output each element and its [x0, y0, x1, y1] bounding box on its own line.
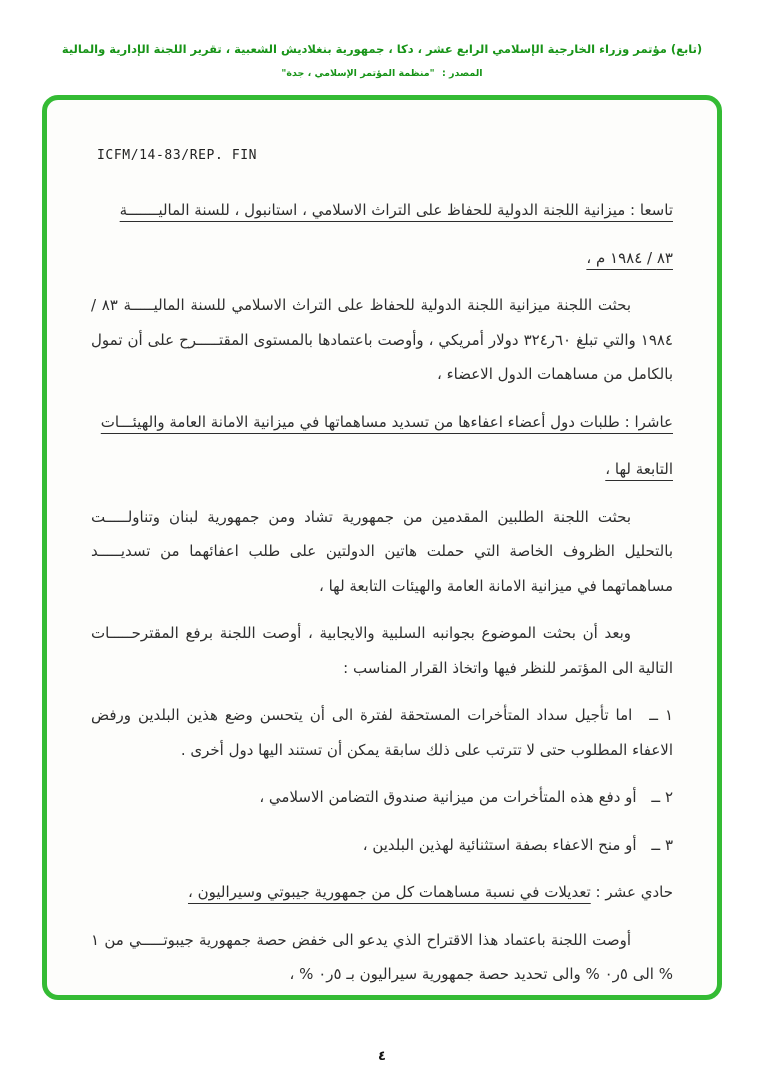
- section-tenth-body-2: وبعد أن بحثت الموضوع بجوانبه السلبية والايجابية ، أوصت اللجنة برفع المقترحـــــات التالية الى المؤتمر للنظر فيها واتخاذ القرار المناسب :: [91, 624, 673, 677]
- section-tenth-heading-line1: عاشرا : طلبات دول أعضاء اعفاءها من تسديد مساهماتها في ميزانية الامانة العامة والهيئـــات: [100, 412, 673, 431]
- header-source-value: "منظمة المؤتمر الإسلامي ، جدة": [281, 68, 435, 79]
- section-eleventh-heading-text: تعديلات في نسبة مساهمات كل من جمهورية جيبوتي وسيراليون ،: [187, 883, 591, 901]
- section-ninth-body: بحثت اللجنة ميزانية اللجنة الدولية للحفاظ على التراث الاسلامي للسنة الماليـــــة ٨٣ / ١٩٨٤ والتي تبلغ ٦٠ر٣٢٤ دولار أمريكي ، وأوصت باعتمادها بالمستوى المقتـــــرح على أن تمول بالكامل من مساهمات الدول الاعضاء ،: [91, 296, 673, 383]
- section-tenth-heading: [91, 405, 673, 440]
- header-source: [0, 68, 764, 79]
- list-item-2-text: أو دفع هذه المتأخرات من ميزانية صندوق التضامن الاسلامي ،: [259, 788, 637, 806]
- list-item-2-number: ٢ ــ: [651, 788, 673, 806]
- section-tenth-heading-line2: التابعة لها ،: [605, 460, 673, 478]
- list-item-3-text: أو منح الاعفاء بصفة استثنائية لهذين البلدين ،: [362, 835, 637, 854]
- header-title: (تابع) مؤتمر وزراء الخارجية الإسلامي الرابع عشر ، دكا ، جمهورية بنغلاديش الشعبية ، تقرير اللجنة الإدارية والمالية: [61, 42, 703, 56]
- section-ninth-heading: [91, 193, 673, 228]
- section-tenth-heading-continued: [91, 452, 673, 487]
- section-eleventh-heading-label: حادي عشر :: [595, 883, 673, 901]
- section-ninth-heading-line2: ٨٣ / ١٩٨٤ م ،: [586, 248, 673, 267]
- section-tenth-body-1: بحثت اللجنة الطلبين المقدمين من جمهورية تشاد ومن جمهورية لبنان وتناولـــــت بالتحليل الظروف الخاصة التي حملت هاتين الدولتين على طلب اعفائهما من تسديـــــد مساهماتهما في ميزانية الامانة العامة والهيئات التابعة لها ،: [91, 507, 673, 595]
- list-item-1-number: ١ ــ: [649, 706, 674, 724]
- section-eleventh-heading: [91, 875, 673, 910]
- scan-body: [91, 193, 673, 992]
- section-ninth-heading-continued: [91, 241, 673, 276]
- page-footer: [0, 1049, 764, 1064]
- list-item-3-number: ٣ ــ: [651, 835, 673, 854]
- list-item-3: [91, 828, 673, 863]
- list-item-1: [91, 698, 673, 767]
- page-header: [0, 0, 764, 79]
- header-source-label: المصدر :: [441, 68, 483, 79]
- list-item-2: [91, 780, 673, 815]
- reference-code: ICFM/14-83/REP. FIN: [97, 148, 258, 163]
- scanned-page-frame: [42, 95, 722, 1000]
- list-item-1-text: اما تأجيل سداد المتأخرات المستحقة لفترة الى أن يتحسن وضع هذين البلدين ورفض الاعفاء المطلوب حتى لا تترتب على ذلك سابقة يمكن أن تستند اليها دول أخرى .: [91, 706, 673, 759]
- section-eleventh-body: أوصت اللجنة باعتماد هذا الاقتراح الذي يدعو الى خفض حصة جمهورية جيبوتـــــي من ١ % الى ٥ر٠ % والى تحديد حصة جمهورية سيراليون بـ ٥ر٠ % ،: [91, 930, 673, 983]
- section-ninth-heading-line1: تاسعا : ميزانية اللجنة الدولية للحفاظ على التراث الاسلامي ، استانبول ، للسنة الماليـــــــة: [119, 201, 673, 219]
- page-number: ٤: [378, 1049, 386, 1064]
